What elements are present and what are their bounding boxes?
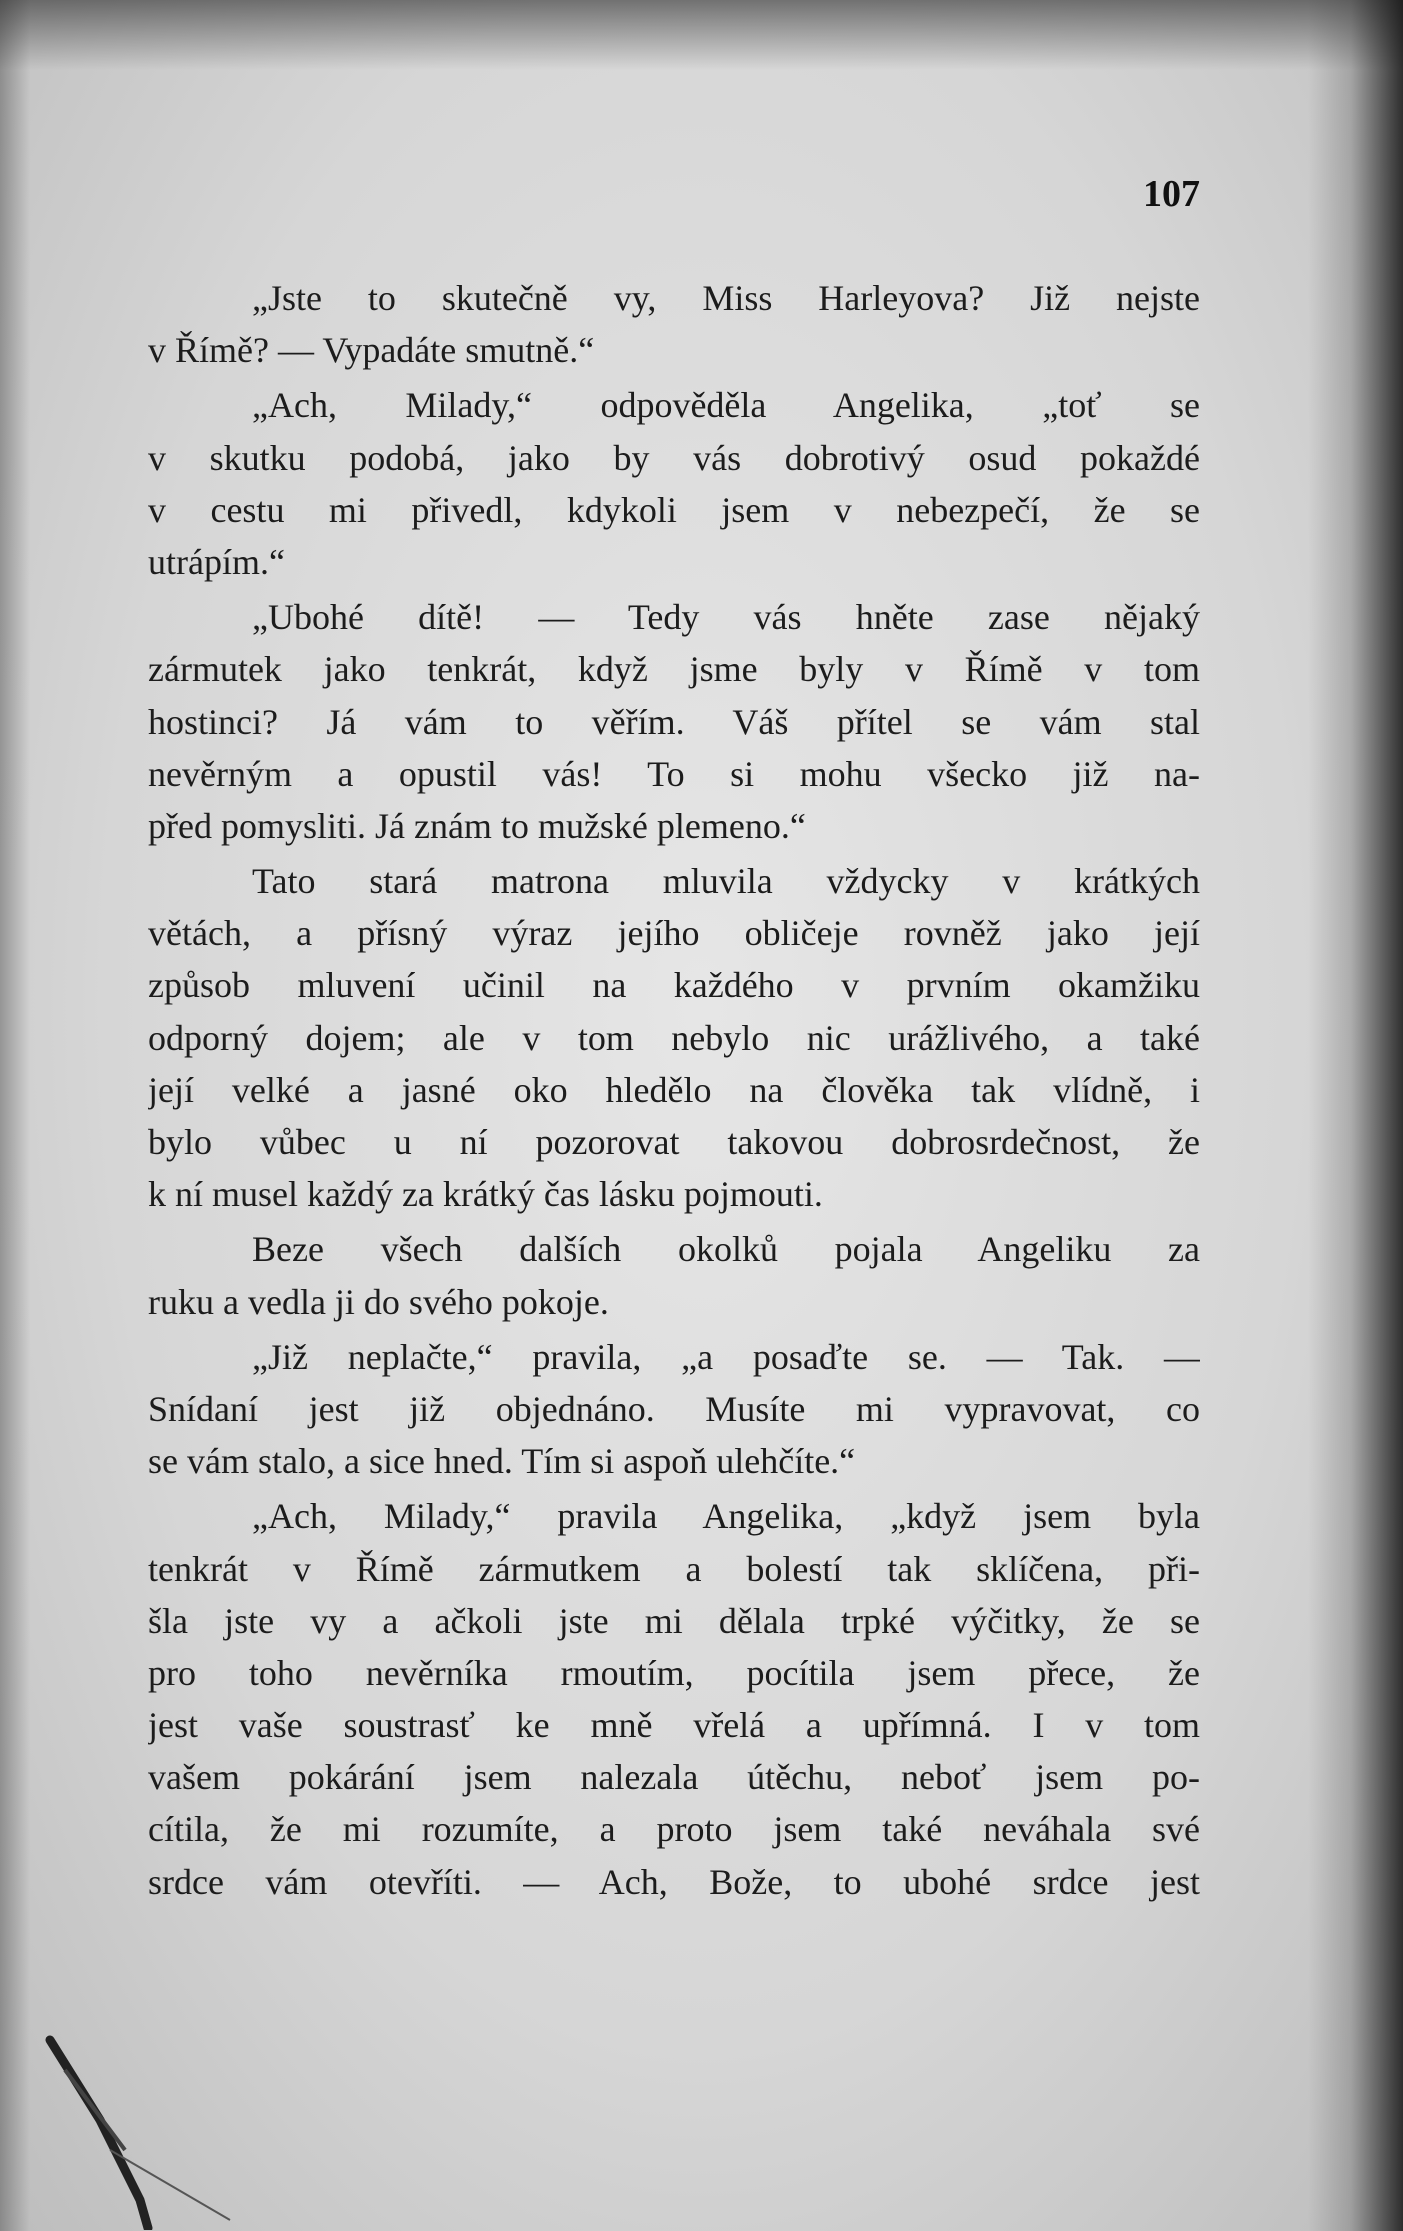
text-line: „Již neplačte,“ pravila, „a posaďte se. — Tak. — xyxy=(252,1336,1200,1377)
text-line: její velké a jasné oko hledělo na člověka tak vlídně, i xyxy=(148,1069,1200,1110)
text-line: šla jste vy a ačkoli jste mi dělala trpké výčitky, že se xyxy=(148,1600,1200,1641)
text-line: bylo vůbec u ní pozorovat takovou dobrosrdečnost, že xyxy=(148,1122,1200,1162)
text-line: v Římě? — Vypadáte smutně.“ xyxy=(148,330,595,371)
text-line: se vám stalo, a sice hned. Tím si aspoň ulehčíte.“ xyxy=(148,1441,856,1482)
text-line: hostinci? Já vám to věřím. Váš přítel se vám stal xyxy=(148,701,1200,742)
text-line: před pomysliti. Já znám to mužské plemeno.“ xyxy=(148,805,806,846)
text-line: v skutku podobá, jako by vás dobrotivý osud pokaždé xyxy=(148,437,1200,478)
text-line: Snídaní jest již objednáno. Musíte mi vypravovat, co xyxy=(148,1388,1200,1429)
text-line: tenkrát v Římě zármutkem a bolestí tak sklíčena, při- xyxy=(148,1548,1200,1589)
body-text xyxy=(148,272,1200,1908)
text-line: srdce vám otevříti. — Ach, Bože, to ubohé srdce jest xyxy=(148,1861,1200,1902)
paragraph xyxy=(148,855,1200,1220)
text-line: „Jste to skutečně vy, Miss Harleyova? Již nejste xyxy=(252,278,1200,318)
text-line: zármutek jako tenkrát, když jsme byly v Římě v tom xyxy=(148,649,1200,690)
text-line: v cestu mi přivedl, kdykoli jsem v nebezpečí, že se xyxy=(148,489,1200,530)
text-line: nevěrným a opustil vás! To si mohu všecko již na- xyxy=(148,753,1200,794)
text-line: „Ach, Milady,“ odpověděla Angelika, „toť se xyxy=(252,385,1200,426)
text-line: ruku a vedla ji do svého pokoje. xyxy=(148,1281,609,1322)
page-number: 107 xyxy=(1143,173,1200,215)
paragraph xyxy=(148,379,1200,588)
text-line: utrápím.“ xyxy=(148,541,285,582)
paragraph xyxy=(148,1331,1200,1488)
paragraph xyxy=(148,272,1200,376)
text-line: vašem pokárání jsem nalezala útěchu, neboť jsem po- xyxy=(148,1757,1200,1798)
scan-shadow-right xyxy=(1308,0,1403,2231)
text-line: jest vaše soustrasť ke mně vřelá a upřímná. I v tom xyxy=(148,1705,1200,1746)
text-line: větách, a přísný výraz jejího obličeje rovněž jako její xyxy=(148,913,1200,954)
text-line: pro toho nevěrníka rmoutím, pocítila jsem přece, že xyxy=(148,1652,1200,1693)
scan-shadow-left xyxy=(0,0,30,2231)
text-line: „Ach, Milady,“ pravila Angelika, „když jsem byla xyxy=(252,1496,1200,1537)
text-line: Tato stará matrona mluvila vždycky v krátkých xyxy=(252,861,1200,902)
text-line: odporný dojem; ale v tom nebylo nic urážlivého, a také xyxy=(148,1017,1200,1058)
text-line: k ní musel každý za krátký čas lásku pojmouti. xyxy=(148,1174,823,1215)
binding-mark xyxy=(30,2030,240,2230)
text-line: „Ubohé dítě! — Tedy vás hněte zase nějaký xyxy=(252,597,1200,638)
text-line: způsob mluvení učinil na každého v prvním okamžiku xyxy=(148,965,1200,1006)
scan-shadow-top xyxy=(0,0,1403,70)
text-line: cítila, že mi rozumíte, a proto jsem také neváhala své xyxy=(148,1809,1200,1850)
paragraph xyxy=(148,1223,1200,1327)
paragraph xyxy=(148,591,1200,852)
text-line: Beze všech dalších okolků pojala Angeliku za xyxy=(252,1229,1200,1270)
paragraph xyxy=(148,1490,1200,1908)
